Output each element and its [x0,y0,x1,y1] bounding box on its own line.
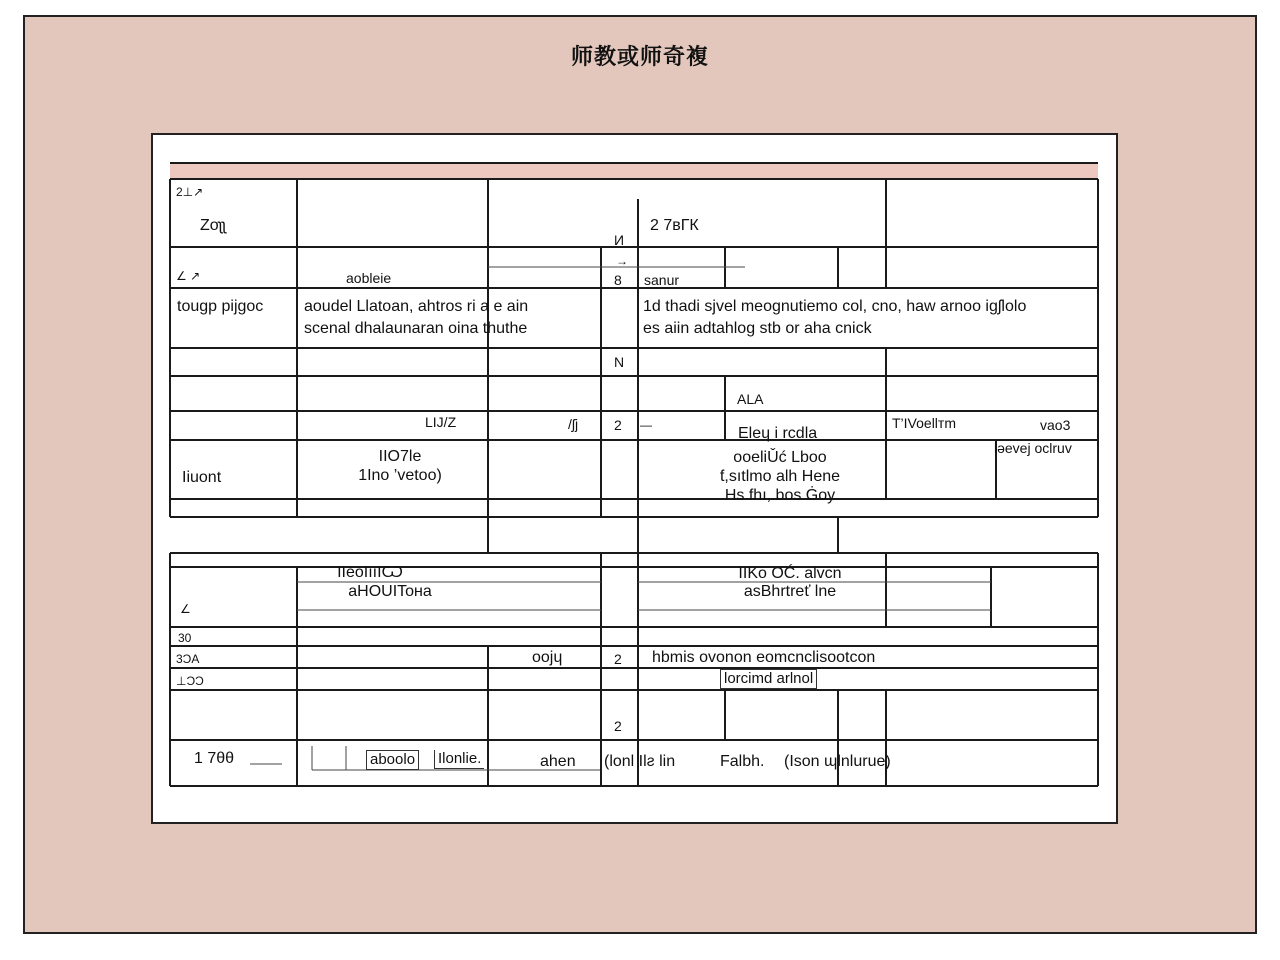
row6-code-a: ALA [737,391,764,407]
row2-left: Zoʅʅ [200,217,226,234]
row1-left-code: 2⊥↗ [176,185,204,199]
row12-left: 3ƆA [176,652,200,666]
row4-mid-line1: aoudel Llatoan, ahtros ri a e ain [304,298,529,315]
row8-right-line0: Eleɥ i rcdla [738,425,818,442]
row10-mid-line1: IIeoIııIѠ [337,564,403,581]
row13-right: lorcimd arlnol [720,669,817,689]
row10-right-line1: IIKo OĆ. alvcn [738,565,842,582]
row8-right-line1: ooeliǓć Lboo [733,449,827,466]
row8-mid-line1: IIO7le [378,448,422,465]
row7-code-mid: 2 [614,417,622,433]
row10-mid-line2: aHOUIToʜa [348,583,432,600]
row4-right-line1: 1d thadi sjvel meognutiemo col, cno, haw arnoo igʃlolo [643,298,1027,315]
row15-box1: aboolo [366,750,419,770]
row4-mid-line2: scenal dhalaunaran oina thuthe [304,320,528,337]
row11-left: 30 [178,631,192,645]
row7-right-b: vao3 [1040,417,1071,433]
row2-code-right: 2 7вГК [650,217,699,234]
row10-left-mark: ∠ [180,602,191,616]
row7-mid2: /ʃj [568,416,579,432]
page-title: 师教或师奇複 [570,44,709,69]
row3-code-right: sanur [644,272,680,288]
row3-tiny-mark: → [616,254,628,268]
row3-code-mid: 8 [614,272,622,288]
row3-left: ∠ ↗ [176,269,201,283]
row5-code-mid: N [614,354,625,370]
row4-right-line2: es aiin adtahlog stb or aha cnick [643,320,872,337]
row3-mid: aobleie [346,270,392,286]
row7-right-a: T’IVoellтm [892,415,956,431]
row7-small-mark: — [640,418,652,432]
row8-mid-line2: 1Ino ’vetoo) [358,467,442,484]
row15-text-b: (lonl Ilƨ lin [604,753,676,770]
row12-code-mid: 2 [614,651,622,667]
row8-left: Iiuont [182,469,222,486]
row15-box2: Ilonlie. [434,750,484,769]
row12-mid: oojɥ [532,649,563,666]
row7-mid: LIJ/Z [425,414,457,430]
row13-left: ⊥ƆƆ [176,674,204,688]
row14-code-mid: 2 [614,718,622,734]
row8-far-right: ləevej oclruv [994,440,1072,456]
row4-left: tougp pijgoc [177,298,264,315]
row10-right-line2: asBhrtreť lne [743,583,837,600]
row8-right-line2: ƭ,sıtlmo alh Hene [719,468,841,485]
row15-left: 1 7θθ [194,750,235,767]
row2-code-mid: И [614,232,625,248]
row15-text-a: ahen [540,753,576,770]
row12-right: hbmis ovonon eomcnclisootcon [652,649,876,666]
row15-text-d: (Ison ɰlnlurue) [784,753,891,770]
row8-right-line3: Hs fhı, bos Ġoy [724,487,836,504]
row15-text-c: Falbh. [720,753,765,770]
